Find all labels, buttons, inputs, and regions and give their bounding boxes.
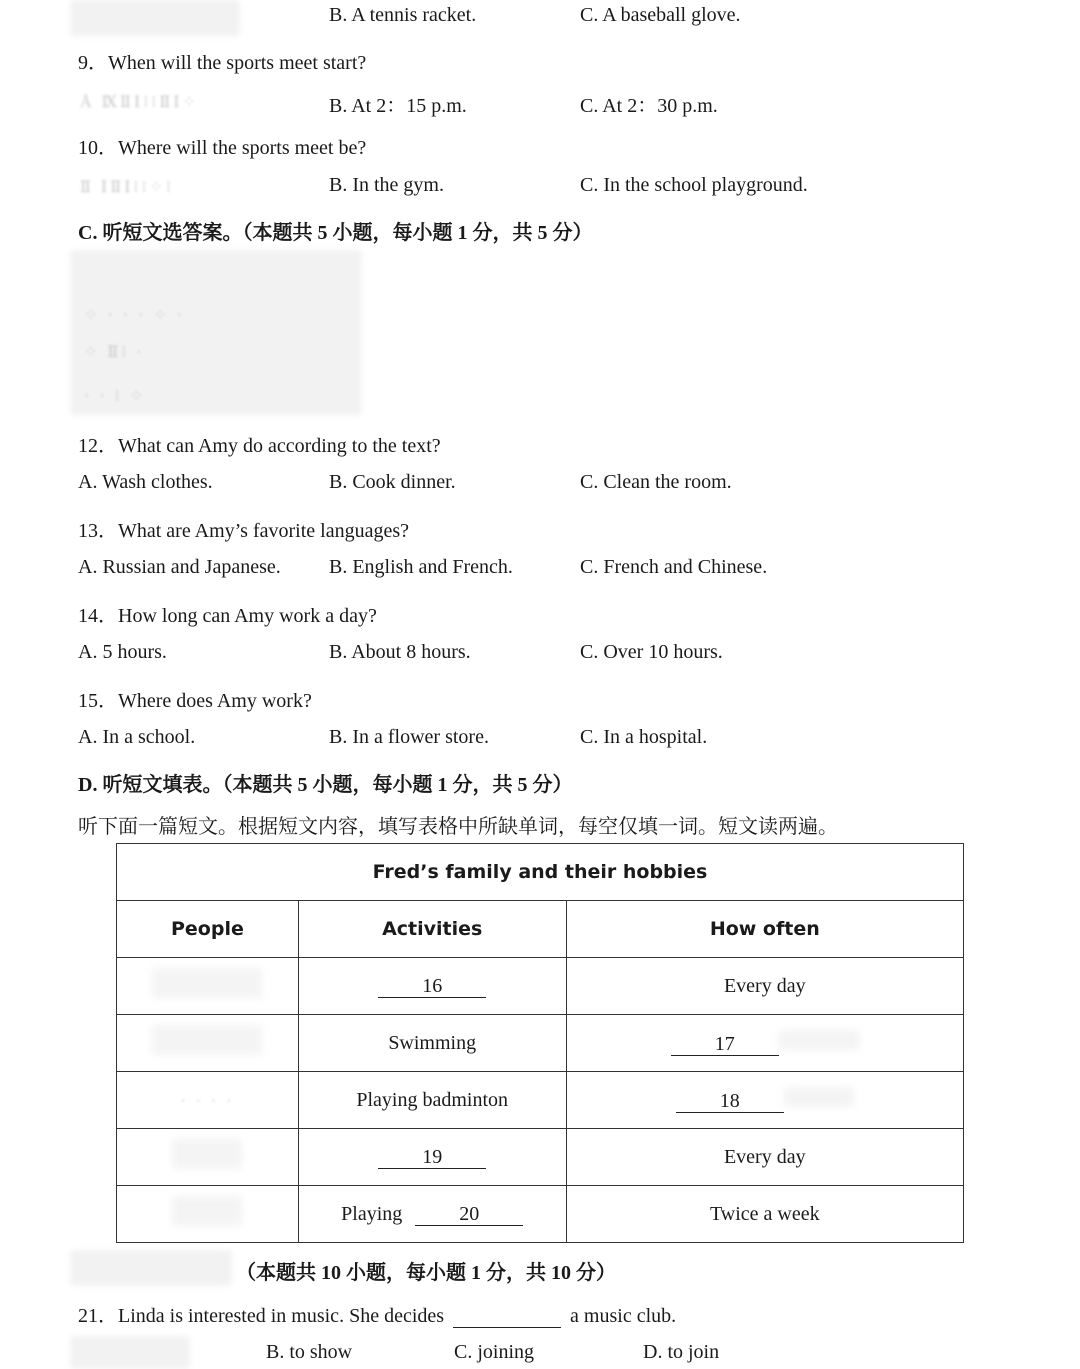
blurred-line: ⁘ · · · ⁘ · <box>84 307 186 324</box>
often-cell: Every day <box>566 958 963 1015</box>
blurred-option-a <box>70 1336 190 1369</box>
hobbies-table <box>116 843 964 1243</box>
q14-question: 14．How long can Amy work a day? <box>78 605 377 627</box>
often-cell[interactable] <box>566 1015 963 1072</box>
q14-option-b[interactable]: B. About 8 hours. <box>329 641 471 663</box>
q21-question <box>78 1299 676 1328</box>
q12-option-c[interactable]: C. Clean the room. <box>580 471 732 493</box>
header-activities: Activities <box>298 901 566 958</box>
q21-option-c[interactable]: C. joining <box>454 1341 535 1363</box>
section-next-heading: （本题共 10 小题，每小题 1 分，共 10 分） <box>236 1262 616 1284</box>
q14-option-c[interactable]: C. Over 10 hours. <box>580 641 723 663</box>
table-row <box>117 1186 964 1243</box>
table-row <box>117 1129 964 1186</box>
blank-17[interactable]: 17 <box>671 1033 779 1056</box>
activity-cell: Playing badminton <box>298 1072 566 1129</box>
blank-16[interactable]: 16 <box>378 975 486 998</box>
often-cell[interactable] <box>566 1072 963 1129</box>
q15-option-a[interactable]: A. In a school. <box>78 726 196 748</box>
section-c-heading: C. 听短文选答案。（本题共 5 小题，每小题 1 分，共 5 分） <box>78 222 593 244</box>
section-d-heading: D. 听短文填表。（本题共 5 小题，每小题 1 分，共 5 分） <box>78 774 573 796</box>
q9-option-b[interactable]: B. At 2：15 p.m. <box>329 95 467 117</box>
activity-cell[interactable] <box>298 1129 566 1186</box>
q12-option-a[interactable]: A. Wash clothes. <box>78 471 213 493</box>
people-cell-blurred <box>117 1186 299 1243</box>
q9-question: 9．When will the sports meet start? <box>78 52 367 74</box>
section-d-instruction: 听下面一篇短文。根据短文内容，填写表格中所缺单词，每空仅填一词。短文读两遍。 <box>78 816 838 838</box>
q15-option-b[interactable]: B. In a flower store. <box>329 726 489 748</box>
q13-option-b[interactable]: B. English and French. <box>329 556 513 578</box>
q14-option-a[interactable]: A. 5 hours. <box>78 641 167 663</box>
q21-option-b[interactable]: B. to show <box>266 1341 353 1363</box>
header-people: People <box>117 901 299 958</box>
q10-question: 10．Where will the sports meet be? <box>78 137 367 159</box>
people-cell-blurred <box>117 1129 299 1186</box>
table-row <box>117 1015 964 1072</box>
blank-18[interactable]: 18 <box>676 1090 784 1113</box>
q10-option-b[interactable]: B. In the gym. <box>329 174 444 196</box>
q15-option-c[interactable]: C. In a hospital. <box>580 726 708 748</box>
q9-option-c[interactable]: C. At 2：30 p.m. <box>580 95 718 117</box>
q13-question: 13．What are Amy’s favorite languages? <box>78 520 409 542</box>
people-cell-blurred: · · · · <box>117 1072 299 1129</box>
q21-option-d[interactable]: D. to join <box>643 1341 720 1363</box>
q8-option-b[interactable]: B. A tennis racket. <box>329 4 477 26</box>
activity-cell: Swimming <box>298 1015 566 1072</box>
blurred-line: ⁘ Ⅱ⁝ · <box>84 344 145 361</box>
q13-option-a[interactable]: A. Russian and Japanese. <box>78 556 281 578</box>
q8-option-c[interactable]: C. A baseball glove. <box>580 4 741 26</box>
table-row <box>117 958 964 1015</box>
table-row <box>117 1072 964 1129</box>
activity-prefix: Playing <box>341 1202 403 1225</box>
people-cell-blurred <box>117 1015 299 1072</box>
blurred-option-a: Ⅱ ⅠⅡⅠ⁝⁝⁘⁝ <box>80 179 175 196</box>
blank-19[interactable]: 19 <box>378 1146 486 1169</box>
q10-option-c[interactable]: C. In the school playground. <box>580 174 808 196</box>
q13-option-c[interactable]: C. French and Chinese. <box>580 556 768 578</box>
q12-question: 12．What can Amy do according to the text? <box>78 435 441 457</box>
q15-question: 15．Where does Amy work? <box>78 690 312 712</box>
blurred-section-label <box>70 1250 232 1286</box>
blurred-option-a: Å ⅨⅡⅠ⁝⁝ⅡⅠ⁘ <box>80 94 199 111</box>
people-cell-blurred <box>117 958 299 1015</box>
header-how-often: How often <box>566 901 963 958</box>
q21-question-end: a music club. <box>570 1305 677 1327</box>
q21-blank[interactable] <box>453 1305 561 1328</box>
blurred-line: · · ⁝ ⁘ <box>84 388 147 405</box>
blank-20[interactable]: 20 <box>415 1203 523 1226</box>
blurred-option-a <box>70 0 240 36</box>
q12-option-b[interactable]: B. Cook dinner. <box>329 471 456 493</box>
activity-cell[interactable] <box>298 1186 566 1243</box>
q21-question-start: 21．Linda is interested in music. She decides <box>78 1305 445 1327</box>
activity-cell[interactable] <box>298 958 566 1015</box>
table-title: Fred’s family and their hobbies <box>117 844 964 901</box>
often-cell: Every day <box>566 1129 963 1186</box>
often-cell: Twice a week <box>566 1186 963 1243</box>
